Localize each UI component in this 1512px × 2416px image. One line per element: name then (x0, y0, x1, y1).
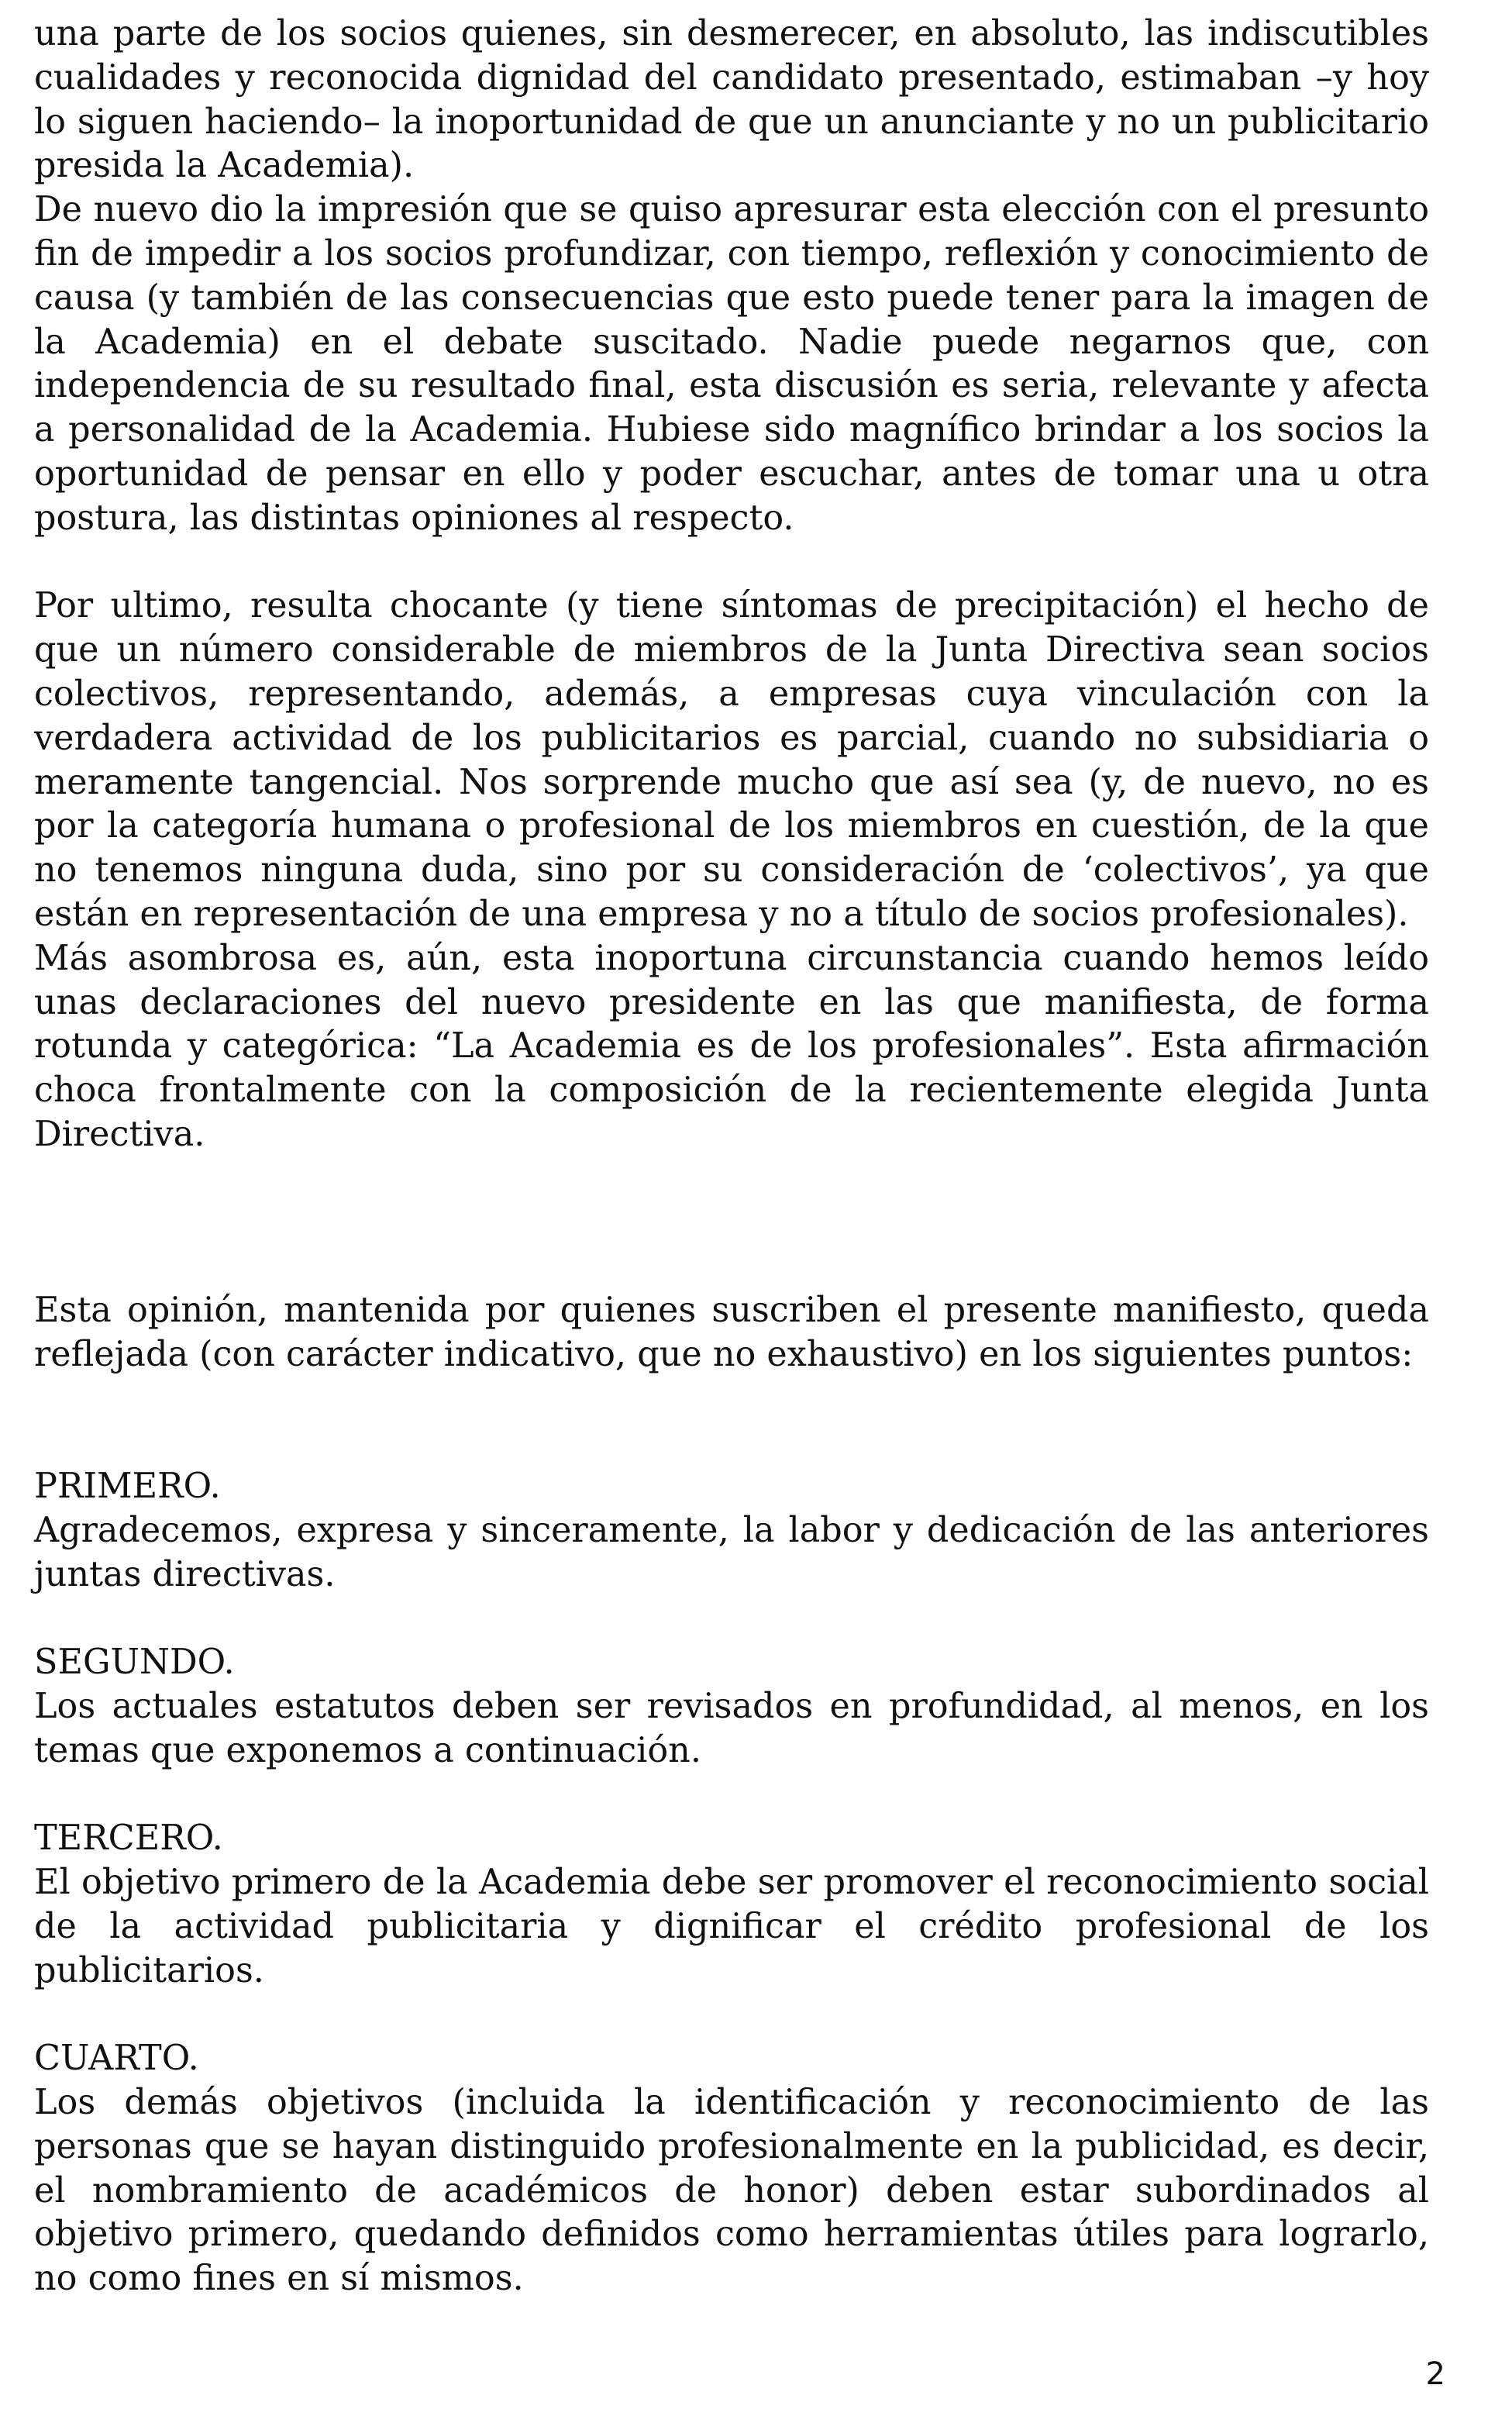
point-item (34, 1641, 1429, 1773)
document-body (34, 12, 1429, 2301)
section-spacer (34, 1377, 1429, 1465)
point-heading: PRIMERO. (34, 1466, 221, 1506)
page-number: 2 (1425, 2356, 1445, 2392)
point-heading: TERCERO. (34, 1818, 223, 1859)
point-text: Los demás objetivos (incluida la identificación y reconocimiento de las personas que se hayan distinguido profesionalmente en la publicidad, es decir, el nombramiento de académicos de honor) deben estar subordinados al objetivo primero, quedando definidos como herramientas útiles para lograrlo, no como fines en sí mismos. (34, 2083, 1429, 2299)
point-heading: SEGUNDO. (34, 1642, 235, 1683)
paragraph-spacer (34, 541, 1429, 585)
point-item (34, 2037, 1429, 2301)
point-spacer (34, 1597, 1429, 1641)
point-item (34, 1465, 1429, 1597)
point-text: Agradecemos, expresa y sinceramente, la labor y dedicación de las anteriores juntas directivas. (34, 1510, 1429, 1594)
point-item (34, 1817, 1429, 1993)
point-spacer (34, 1993, 1429, 2037)
point-text: Los actuales estatutos deben ser revisados en profundidad, al menos, en los temas que exponemos a continuación. (34, 1686, 1429, 1770)
point-spacer (34, 1773, 1429, 1817)
paragraph-election-haste: De nuevo dio la impresión que se quiso apresurar esta elección con el presunto fin de impedir a los socios profundizar, con tiempo, reflexión y conocimiento de causa (y también de las consecuencias que esto puede tener para la imagen de la Academia) en el debate suscitado. Nadie puede negarnos que, con independencia de su resultado final, esta discusión es seria, relevante y afecta a personalidad de la Academia. Hubiese sido magnífico brindar a los socios la oportunidad de pensar en ello y poder escuchar, antes de tomar una u otra postura, las distintas opiniones al respecto. (34, 190, 1429, 538)
paragraph-manifesto-intro: Esta opinión, mantenida por quienes suscriben el presente manifiesto, queda reflejada (con carácter indicativo, que no exhaustivo) en los siguientes puntos: (34, 1290, 1429, 1374)
paragraph-president-statement: Más asombrosa es, aún, esta inoportuna circunstancia cuando hemos leído unas declaraciones del nuevo presidente en las que manifiesta, de forma rotunda y categórica: “La Academia es de los profesionales”. Esta afirmación choca frontalmente con la composición de la recientemente elegida Junta Directiva. (34, 938, 1429, 1154)
section-spacer (34, 1157, 1429, 1289)
paragraph-continuation: una parte de los socios quienes, sin desmerecer, en absoluto, las indiscutibles cualidades y reconocida dignidad del candidato presentado, estimaban –y hoy lo siguen haciendo– la inoportunidad de que un anunciante y no un publicitario presida la Academia). (34, 14, 1429, 186)
point-heading: CUARTO. (34, 2039, 199, 2079)
paragraph-collective-members: Por ultimo, resulta chocante (y tiene síntomas de precipitación) el hecho de que un número considerable de miembros de la Junta Directiva sean socios colectivos, representando, además, a empresas cuya vinculación con la verdadera actividad de los publicitarios es parcial, cuando no subsidiaria o meramente tangencial. Nos sorprende mucho que así sea (y, de nuevo, no es por la categoría humana o profesional de los miembros en cuestión, de la que no tenemos ninguna duda, sino por su consideración de ‘colectivos’, ya que están en representación de una empresa y no a título de socios profesionales). (34, 586, 1429, 934)
point-text: El objetivo primero de la Academia debe ser promover el reconocimiento social de la actividad publicitaria y dignificar el crédito profesional de los publicitarios. (34, 1863, 1429, 1990)
